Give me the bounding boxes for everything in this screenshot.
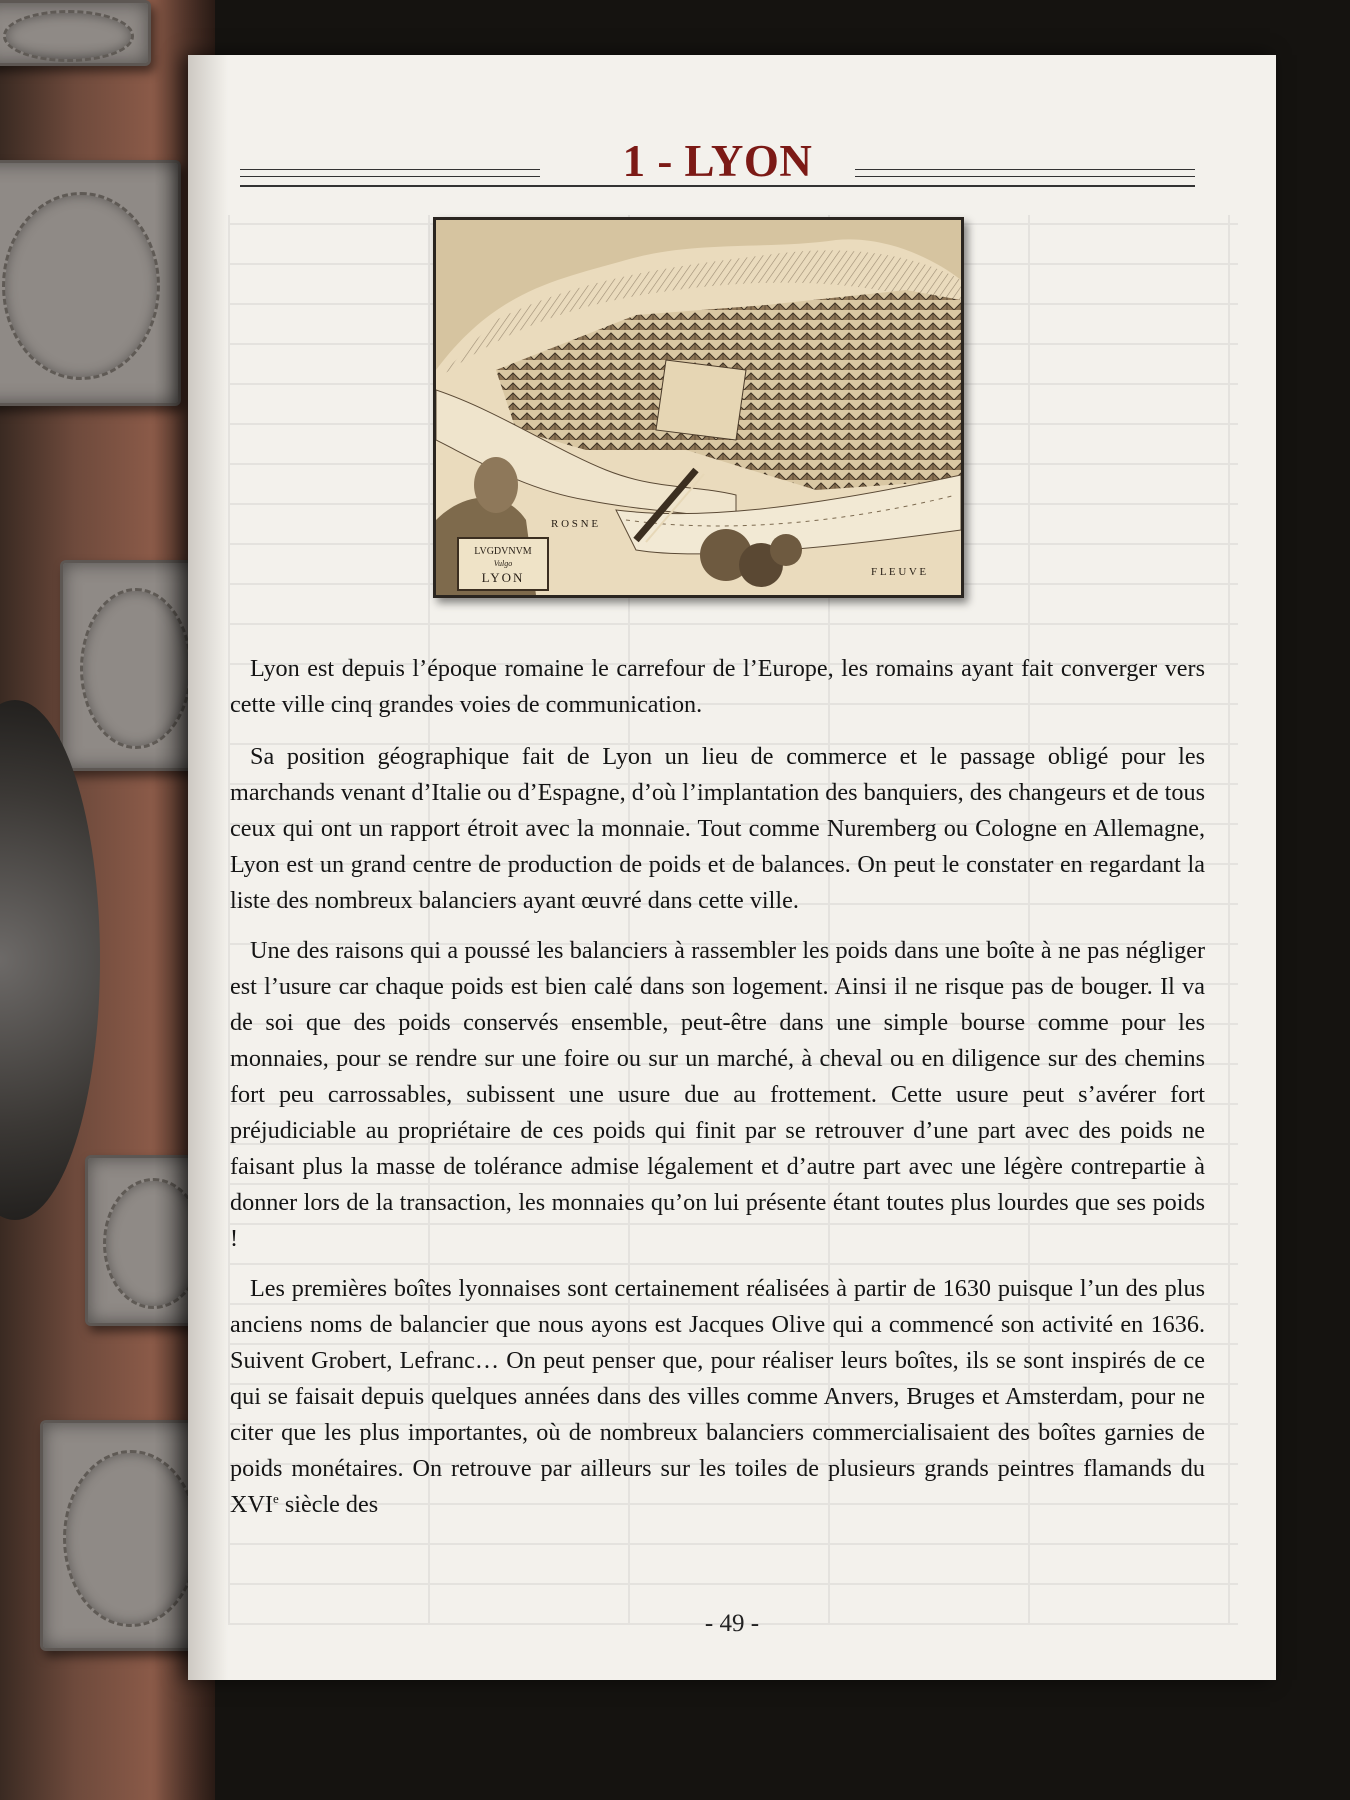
paragraph-4 [230,1271,1205,1523]
cartouche-line3: LYON [481,570,525,585]
coin-weight-top [0,0,151,66]
paragraph-1: Lyon est depuis l’époque romaine le carrefour de l’Europe, les romains ayant fait converger vers cette ville cinq grandes voies de communication. [230,655,1205,718]
chapter-title: 1 - LYON [622,136,813,186]
cartouche-line2: Vulgo [493,559,513,568]
book-page [188,55,1276,1680]
facing-page-photo [0,0,215,1800]
paragraph-2: Sa position géographique fait de Lyon un lieu de commerce et le passage obligé pour les marchands venant d’Italie ou d’Espagne, d’où l’implantation des banquiers, des changeurs et de tous ceux qui ont un rapport étroit avec la monnaie. Tout comme Nuremberg ou Cologne en Allemagne, Lyon est un grand centre de production de poids et de balances. On peut le constater en regardant la liste des nombreux balanciers ayant œuvré dans cette ville. [230,743,1205,914]
header-underline [240,185,1195,187]
cartouche-line1: LVGDVNVM [474,546,532,557]
river-label-fleuve: F L E U V E [871,566,927,578]
page-number: - 49 - [704,1610,760,1637]
river-label-rosne: R O S N E [551,518,599,530]
body-text [230,651,1205,1537]
round-weight [0,700,100,1220]
coin-weight-1 [0,160,181,406]
lyon-engraving [433,217,964,598]
header-rule-right [855,169,1195,177]
century-superscript: e [273,1490,279,1506]
paragraph-3: Une des raisons qui a poussé les balanciers à rassembler les poids dans une boîte à ne pas négliger est l’usure car chaque poids est bien calé dans son logement. Ainsi il ne risque pas de bouger. Il va de soi que des poids conservés ensemble, peut-être dans une simple bourse comme pour les monnaies, pour se rendre sur une foire ou sur un marché, à cheval ou en diligence sur des chemins fort peu carrossables, subissent une usure due au frottement. Cette usure peut s’avérer fort préjudiciable au propriétaire de ces poids qui finit par se retrouver d’une part avec des poids ne faisant plus la masse de tolérance admise légalement et d’autre part avec une légère contrepartie à donner lors de la transaction, les monnaies qu’on lui présente étant toutes plus lourdes que ses poids ! [230,937,1205,1252]
paragraph-4-end: siècle des [278,1491,379,1518]
paragraph-4-text: Les premières boîtes lyonnaises sont certainement réalisées à partir de 1630 puisque l’un des plus anciens noms de balancier que nous ayons est Jacques Olive qui a commencé son activité en 1636. Suivent Grobert, Lefranc… On peut penser que, pour réaliser leurs boîtes, ils se sont inspirés de ce qui se faisait depuis quelques années dans des villes comme Anvers, Bruges et Amsterdam, pour ne citer que les plus importantes, où de nombreux balanciers commercialisaient des boîtes garnies de poids monétaires. On retrouve par ailleurs sur les toiles de plusieurs grands peintres flamands du XVI [230,1275,1205,1518]
